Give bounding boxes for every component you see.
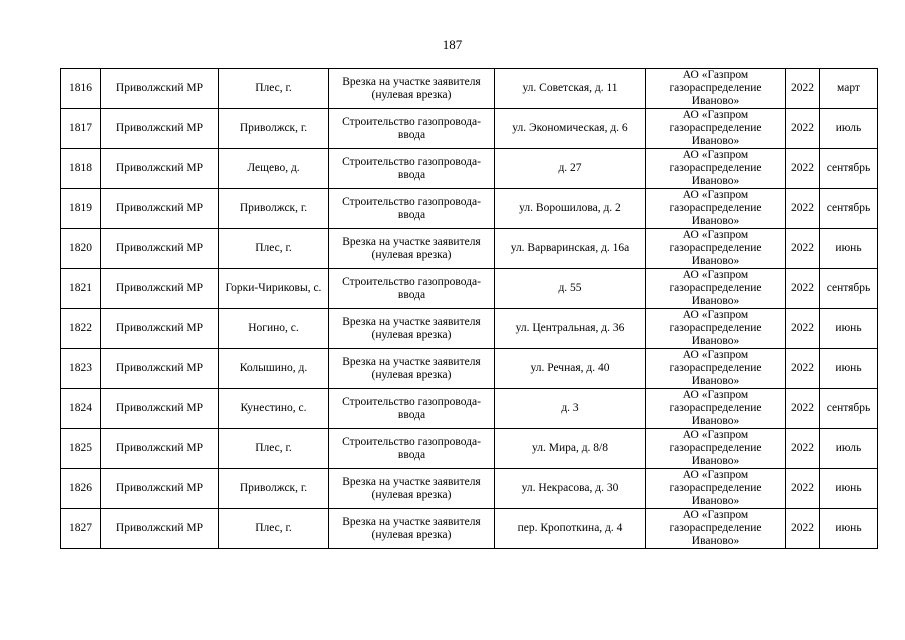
work-type-cell: Строительство газопровода-ввода [329,429,495,469]
organization-cell: АО «Газпром газораспределение Иваново» [646,509,786,549]
month-cell: март [820,69,878,109]
year-cell: 2022 [786,269,820,309]
year-cell: 2022 [786,109,820,149]
locality-cell: Кунестино, с. [219,389,329,429]
table-row [61,109,878,149]
organization-cell: АО «Газпром газораспределение Иваново» [646,109,786,149]
locality-cell: Ногино, с. [219,309,329,349]
month-cell: июнь [820,309,878,349]
row-number-cell: 1819 [61,189,101,229]
row-number-cell: 1827 [61,509,101,549]
address-cell: пер. Кропоткина, д. 4 [495,509,646,549]
address-cell: ул. Речная, д. 40 [495,349,646,389]
table-row [61,429,878,469]
district-cell: Приволжский МР [101,389,219,429]
district-cell: Приволжский МР [101,429,219,469]
organization-cell: АО «Газпром газораспределение Иваново» [646,229,786,269]
address-cell: ул. Советская, д. 11 [495,69,646,109]
year-cell: 2022 [786,149,820,189]
district-cell: Приволжский МР [101,189,219,229]
work-type-cell: Врезка на участке заявителя (нулевая врезка) [329,469,495,509]
address-cell: д. 55 [495,269,646,309]
work-type-cell: Строительство газопровода-ввода [329,389,495,429]
address-cell: д. 27 [495,149,646,189]
organization-cell: АО «Газпром газораспределение Иваново» [646,469,786,509]
work-type-cell: Строительство газопровода-ввода [329,189,495,229]
district-cell: Приволжский МР [101,109,219,149]
row-number-cell: 1821 [61,269,101,309]
organization-cell: АО «Газпром газораспределение Иваново» [646,269,786,309]
work-type-cell: Строительство газопровода-ввода [329,269,495,309]
work-type-cell: Врезка на участке заявителя (нулевая врезка) [329,229,495,269]
month-cell: сентябрь [820,389,878,429]
address-cell: ул. Экономическая, д. 6 [495,109,646,149]
row-number-cell: 1822 [61,309,101,349]
month-cell: сентябрь [820,149,878,189]
table-row [61,349,878,389]
table-row [61,469,878,509]
year-cell: 2022 [786,349,820,389]
table-row [61,69,878,109]
work-type-cell: Врезка на участке заявителя (нулевая врезка) [329,509,495,549]
district-cell: Приволжский МР [101,269,219,309]
table-body [61,69,878,549]
year-cell: 2022 [786,389,820,429]
locality-cell: Колышино, д. [219,349,329,389]
locality-cell: Плес, г. [219,69,329,109]
month-cell: июнь [820,229,878,269]
organization-cell: АО «Газпром газораспределение Иваново» [646,189,786,229]
district-cell: Приволжский МР [101,149,219,189]
organization-cell: АО «Газпром газораспределение Иваново» [646,69,786,109]
work-type-cell: Врезка на участке заявителя (нулевая врезка) [329,69,495,109]
organization-cell: АО «Газпром газораспределение Иваново» [646,429,786,469]
year-cell: 2022 [786,189,820,229]
table-row [61,149,878,189]
work-type-cell: Строительство газопровода-ввода [329,149,495,189]
table-row [61,389,878,429]
address-cell: д. 3 [495,389,646,429]
month-cell: сентябрь [820,189,878,229]
organization-cell: АО «Газпром газораспределение Иваново» [646,149,786,189]
address-cell: ул. Ворошилова, д. 2 [495,189,646,229]
locality-cell: Приволжск, г. [219,189,329,229]
locality-cell: Горки-Чириковы, с. [219,269,329,309]
district-cell: Приволжский МР [101,469,219,509]
month-cell: июнь [820,509,878,549]
locality-cell: Плес, г. [219,509,329,549]
district-cell: Приволжский МР [101,509,219,549]
district-cell: Приволжский МР [101,69,219,109]
row-number-cell: 1816 [61,69,101,109]
organization-cell: АО «Газпром газораспределение Иваново» [646,309,786,349]
row-number-cell: 1825 [61,429,101,469]
work-type-cell: Врезка на участке заявителя (нулевая врезка) [329,309,495,349]
gasification-table [60,68,878,549]
year-cell: 2022 [786,309,820,349]
month-cell: сентябрь [820,269,878,309]
row-number-cell: 1824 [61,389,101,429]
row-number-cell: 1826 [61,469,101,509]
table-row [61,229,878,269]
year-cell: 2022 [786,69,820,109]
district-cell: Приволжский МР [101,229,219,269]
locality-cell: Плес, г. [219,229,329,269]
organization-cell: АО «Газпром газораспределение Иваново» [646,389,786,429]
year-cell: 2022 [786,469,820,509]
month-cell: июнь [820,469,878,509]
year-cell: 2022 [786,509,820,549]
row-number-cell: 1818 [61,149,101,189]
locality-cell: Лещево, д. [219,149,329,189]
work-type-cell: Врезка на участке заявителя (нулевая врезка) [329,349,495,389]
table-row [61,509,878,549]
locality-cell: Приволжск, г. [219,469,329,509]
year-cell: 2022 [786,229,820,269]
month-cell: июнь [820,349,878,389]
table-row [61,269,878,309]
organization-cell: АО «Газпром газораспределение Иваново» [646,349,786,389]
address-cell: ул. Мира, д. 8/8 [495,429,646,469]
row-number-cell: 1820 [61,229,101,269]
locality-cell: Приволжск, г. [219,109,329,149]
row-number-cell: 1817 [61,109,101,149]
month-cell: июль [820,429,878,469]
table-row [61,189,878,229]
district-cell: Приволжский МР [101,349,219,389]
address-cell: ул. Центральная, д. 36 [495,309,646,349]
locality-cell: Плес, г. [219,429,329,469]
year-cell: 2022 [786,429,820,469]
page-number: 187 [442,37,463,52]
work-type-cell: Строительство газопровода-ввода [329,109,495,149]
table-row [61,309,878,349]
address-cell: ул. Варваринская, д. 16а [495,229,646,269]
row-number-cell: 1823 [61,349,101,389]
month-cell: июль [820,109,878,149]
address-cell: ул. Некрасова, д. 30 [495,469,646,509]
district-cell: Приволжский МР [101,309,219,349]
